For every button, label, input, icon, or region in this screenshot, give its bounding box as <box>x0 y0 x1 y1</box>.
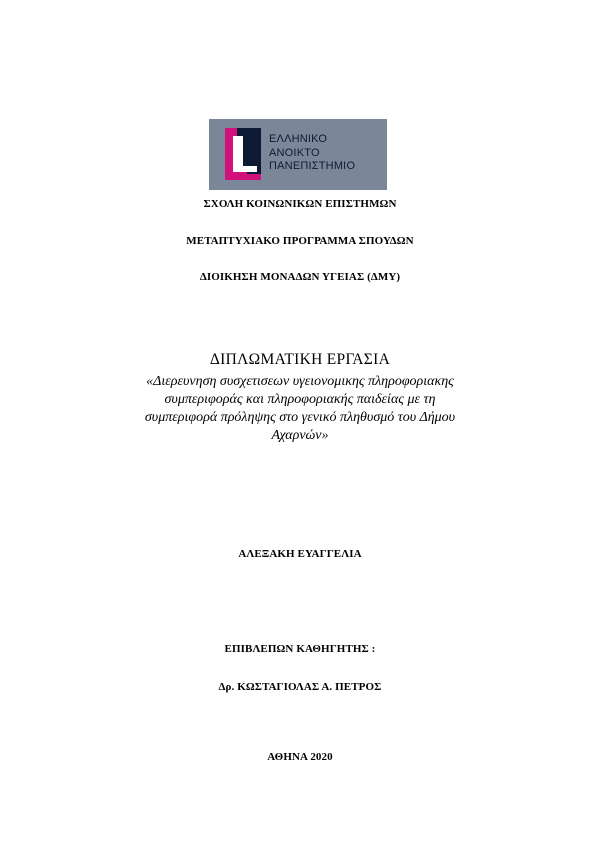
logo-line: ΕΛΛΗΝΙΚΟ <box>269 133 328 145</box>
thesis-type: ΔΙΠΛΩΜΑΤΙΚΗ ΕΡΓΑΣΙΑ <box>209 351 391 368</box>
logo-line: ΑΝΟΙΚΤΟ <box>269 146 320 159</box>
logo-line: ΠΑΝΕΠΙΣΤΗΜΙΟ <box>269 160 356 172</box>
program-name: ΜΕΤΑΠΤΥΧΙΑΚΟ ΠΡΟΓΡΑΜΜΑ ΣΠΟΥΔΩΝ <box>186 235 414 247</box>
thesis-title-line: συμπεριφοράς και πληροφοριακής παιδείας με τη <box>164 392 436 407</box>
school-name: ΣΧΟΛΗ ΚΟΙΝΩΝΙΚΩΝ ΕΠΙΣΤΗΜΩΝ <box>203 198 397 210</box>
university-logo-text <box>269 133 355 174</box>
supervisor-label: ΕΠΙΒΛΕΠΩΝ ΚΑΘΗΓΗΤΗΣ : <box>224 643 376 655</box>
supervisor-name: Δρ. ΚΩΣΤΑΓΙΟΛΑΣ Α. ΠΕΤΡΟΣ <box>218 681 382 693</box>
university-logo <box>209 119 387 190</box>
university-emblem-icon <box>223 126 263 182</box>
place-date: ΑΘΗΝΑ 2020 <box>267 751 333 763</box>
thesis-title-line: συμπεριφορά πρόληψης στο γενικό πληθυσμό του Δήμου <box>144 410 456 425</box>
thesis-title <box>110 373 490 445</box>
author-name: ΑΛΕΞΑΚΗ ΕΥΑΓΓΕΛΙΑ <box>238 548 362 560</box>
thesis-title-line: «Διερευνηση συσχετισεων υγειονομικης πληροφοριακης <box>146 374 454 389</box>
track-name: ΔΙΟΙΚΗΣΗ ΜΟΝΑΔΩΝ ΥΓΕΙΑΣ (ΔΜΥ) <box>199 271 401 283</box>
thesis-title-line: Αχαρνών» <box>271 428 329 443</box>
